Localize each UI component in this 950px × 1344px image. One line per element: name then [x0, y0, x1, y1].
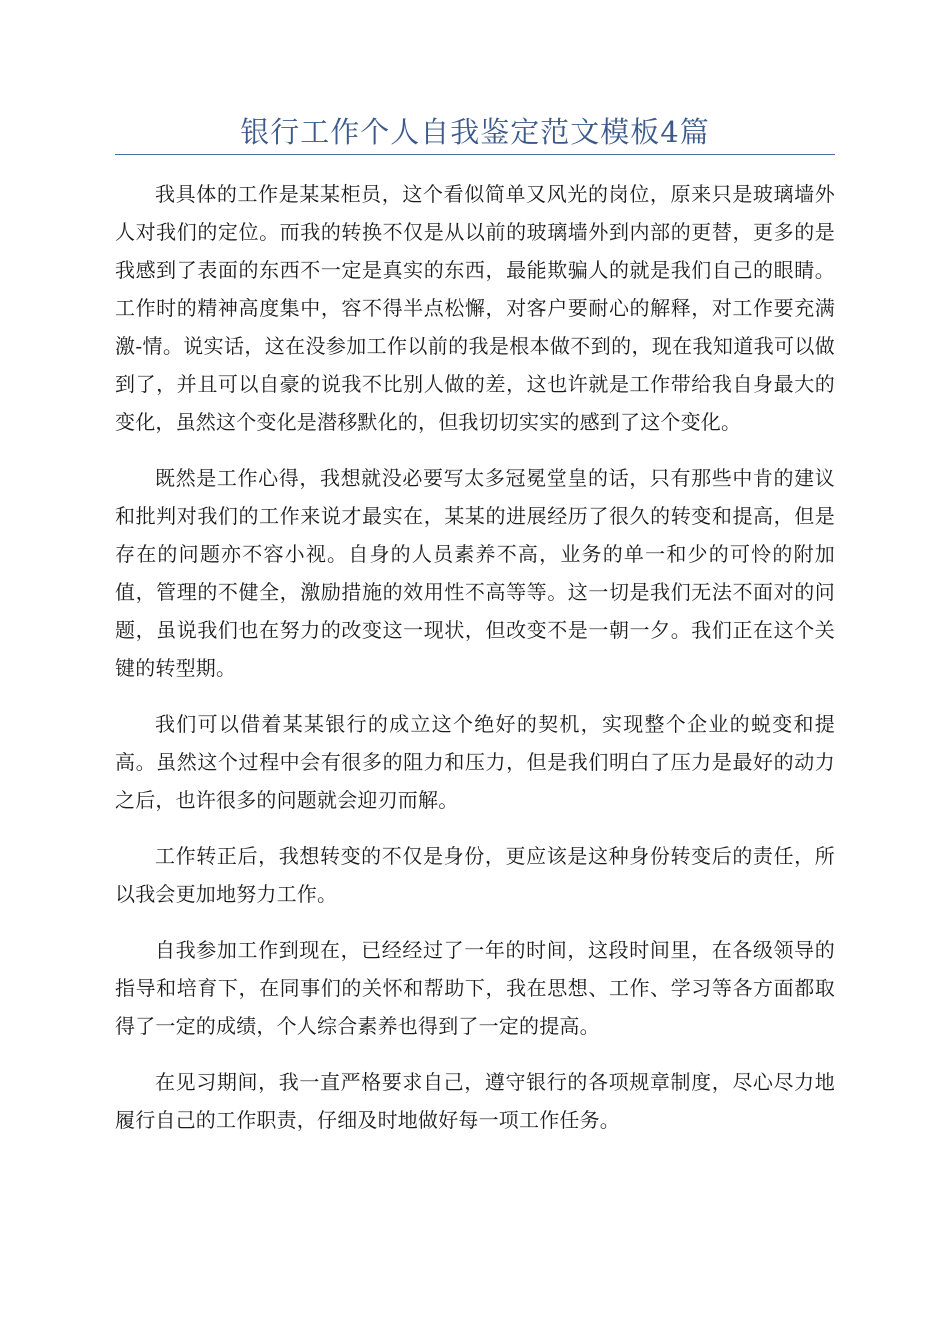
document-body — [115, 175, 835, 1157]
title-underline — [115, 154, 835, 155]
paragraph-6: 在见习期间，我一直严格要求自己，遵守银行的各项规章制度，尽心尽力地履行自己的工作职责，仔细及时地做好每一项工作任务。 — [115, 1070, 835, 1132]
document-title: 银行工作个人自我鉴定范文模板4篇 — [240, 115, 710, 149]
paragraph-2: 既然是工作心得，我想就没必要写太多冠冕堂皇的话，只有那些中肯的建议和批判对我们的工作来说才最实在，某某的进展经历了很久的转变和提高，但是存在的问题亦不容小视。自身的人员素养不高，业务的单一和少的可怜的附加值，管理的不健全，激励措施的效用性不高等等。这一切是我们无法不面对的问题，虽说我们也在努力的改变这一现状，但改变不是一朝一夕。我们正在这个关键的转型期。 — [115, 466, 835, 680]
paragraph-1: 我具体的工作是某某柜员，这个看似简单又风光的岗位，原来只是玻璃墙外人对我们的定位。而我的转换不仅是从以前的玻璃墙外到内部的更替，更多的是我感到了表面的东西不一定是真实的东西，最能欺骗人的就是我们自己的眼睛。工作时的精神高度集中，容不得半点松懈，对客户要耐心的解释，对工作要充满激-情。说实话，这在没参加工作以前的我是根本做不到的，现在我知道我可以做到了，并且可以自豪的说我不比别人做的差，这也许就是工作带给我自身最大的变化，虽然这个变化是潜移默化的，但我切切实实的感到了这个变化。 — [115, 182, 835, 434]
paragraph-5: 自我参加工作到现在，已经经过了一年的时间，这段时间里，在各级领导的指导和培育下，在同事们的关怀和帮助下，我在思想、工作、学习等各方面都取得了一定的成绩，个人综合素养也得到了一定的提高。 — [115, 938, 835, 1038]
paragraph-4: 工作转正后，我想转变的不仅是身份，更应该是这种身份转变后的责任，所以我会更加地努力工作。 — [115, 844, 835, 906]
paragraph-3: 我们可以借着某某银行的成立这个绝好的契机，实现整个企业的蜕变和提高。虽然这个过程中会有很多的阻力和压力，但是我们明白了压力是最好的动力之后，也许很多的问题就会迎刃而解。 — [115, 712, 835, 812]
